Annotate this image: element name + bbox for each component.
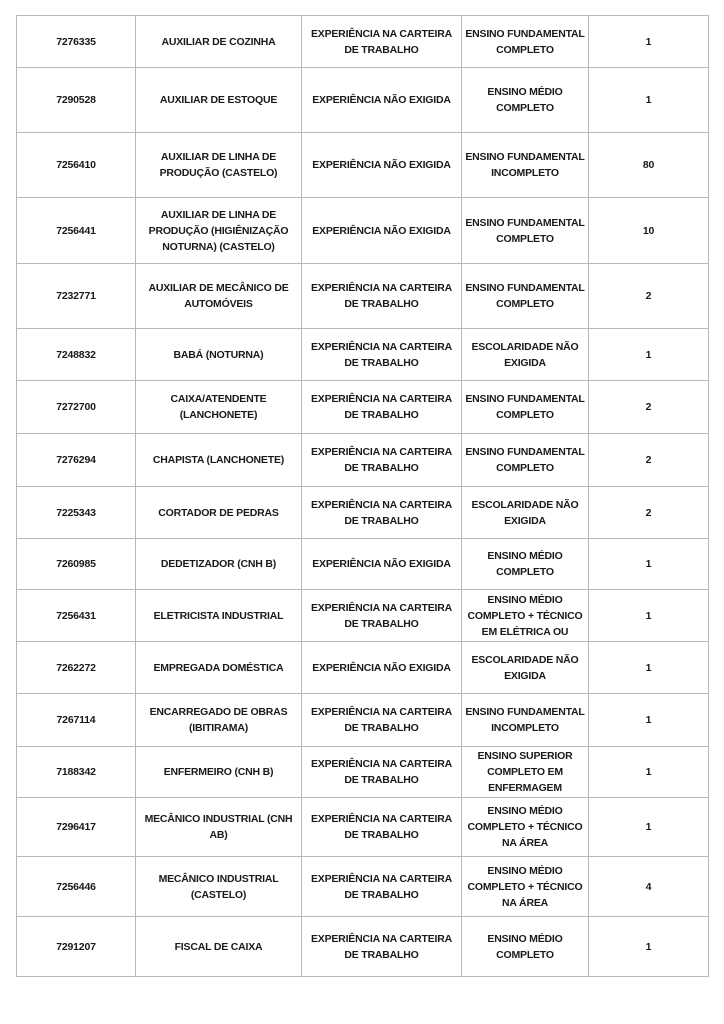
table-row	[17, 133, 709, 198]
job-code-cell: 7291207	[17, 917, 136, 977]
table-row	[17, 747, 709, 798]
job-title-cell: ENCARREGADO DE OBRAS (IBITIRAMA)	[136, 694, 302, 747]
experience-cell: EXPERIÊNCIA NA CARTEIRA DE TRABALHO	[302, 747, 462, 798]
experience-cell: EXPERIÊNCIA NÃO EXIGIDA	[302, 539, 462, 590]
job-title-cell: BABÁ (NOTURNA)	[136, 329, 302, 381]
table-row	[17, 539, 709, 590]
job-code-cell: 7256446	[17, 857, 136, 917]
job-code-cell: 7290528	[17, 68, 136, 133]
job-vacancies-table	[16, 15, 709, 977]
job-title-cell: AUXILIAR DE LINHA DE PRODUÇÃO (CASTELO)	[136, 133, 302, 198]
vacancies-cell: 1	[589, 590, 709, 642]
table-row	[17, 642, 709, 694]
vacancies-cell: 2	[589, 434, 709, 487]
experience-cell: EXPERIÊNCIA NÃO EXIGIDA	[302, 198, 462, 264]
vacancies-cell: 1	[589, 16, 709, 68]
job-title-cell: CHAPISTA (LANCHONETE)	[136, 434, 302, 487]
education-cell: ENSINO MÉDIO COMPLETO + TÉCNICO EM ELÉTRICA OU	[462, 590, 589, 642]
table-row	[17, 487, 709, 539]
education-cell: ENSINO MÉDIO COMPLETO	[462, 539, 589, 590]
job-title-cell: AUXILIAR DE COZINHA	[136, 16, 302, 68]
experience-cell: EXPERIÊNCIA NA CARTEIRA DE TRABALHO	[302, 590, 462, 642]
table-row	[17, 264, 709, 329]
vacancies-cell: 1	[589, 539, 709, 590]
experience-cell: EXPERIÊNCIA NA CARTEIRA DE TRABALHO	[302, 16, 462, 68]
vacancies-cell: 1	[589, 917, 709, 977]
job-title-cell: MECÂNICO INDUSTRIAL (CASTELO)	[136, 857, 302, 917]
job-code-cell: 7225343	[17, 487, 136, 539]
table-row	[17, 857, 709, 917]
table-row	[17, 798, 709, 857]
education-cell: ENSINO FUNDAMENTAL COMPLETO	[462, 434, 589, 487]
education-cell: ENSINO FUNDAMENTAL COMPLETO	[462, 264, 589, 329]
job-title-cell: CAIXA/ATENDENTE (LANCHONETE)	[136, 381, 302, 434]
experience-cell: EXPERIÊNCIA NA CARTEIRA DE TRABALHO	[302, 434, 462, 487]
job-code-cell: 7272700	[17, 381, 136, 434]
vacancies-cell: 1	[589, 747, 709, 798]
education-cell: ENSINO FUNDAMENTAL COMPLETO	[462, 16, 589, 68]
vacancies-cell: 2	[589, 264, 709, 329]
table-row	[17, 16, 709, 68]
job-code-cell: 7260985	[17, 539, 136, 590]
table-row	[17, 434, 709, 487]
education-cell: ENSINO FUNDAMENTAL COMPLETO	[462, 381, 589, 434]
table-row	[17, 590, 709, 642]
education-cell: ENSINO FUNDAMENTAL COMPLETO	[462, 198, 589, 264]
job-code-cell: 7276335	[17, 16, 136, 68]
education-cell: ENSINO MÉDIO COMPLETO	[462, 68, 589, 133]
table-row	[17, 68, 709, 133]
education-cell: ENSINO MÉDIO COMPLETO + TÉCNICO NA ÁREA	[462, 857, 589, 917]
experience-cell: EXPERIÊNCIA NA CARTEIRA DE TRABALHO	[302, 487, 462, 539]
table-row	[17, 329, 709, 381]
job-title-cell: CORTADOR DE PEDRAS	[136, 487, 302, 539]
experience-cell: EXPERIÊNCIA NÃO EXIGIDA	[302, 68, 462, 133]
experience-cell: EXPERIÊNCIA NÃO EXIGIDA	[302, 642, 462, 694]
job-title-cell: FISCAL DE CAIXA	[136, 917, 302, 977]
job-code-cell: 7256441	[17, 198, 136, 264]
job-code-cell: 7256410	[17, 133, 136, 198]
experience-cell: EXPERIÊNCIA NA CARTEIRA DE TRABALHO	[302, 694, 462, 747]
table-row	[17, 917, 709, 977]
education-cell: ENSINO MÉDIO COMPLETO + TÉCNICO NA ÁREA	[462, 798, 589, 857]
job-title-cell: EMPREGADA DOMÉSTICA	[136, 642, 302, 694]
table-row	[17, 381, 709, 434]
vacancies-cell: 10	[589, 198, 709, 264]
table-row	[17, 694, 709, 747]
vacancies-cell: 1	[589, 694, 709, 747]
vacancies-cell: 1	[589, 68, 709, 133]
job-code-cell: 7276294	[17, 434, 136, 487]
experience-cell: EXPERIÊNCIA NA CARTEIRA DE TRABALHO	[302, 329, 462, 381]
vacancies-cell: 1	[589, 798, 709, 857]
education-cell: ESCOLARIDADE NÃO EXIGIDA	[462, 487, 589, 539]
table-row	[17, 198, 709, 264]
vacancies-cell: 1	[589, 642, 709, 694]
vacancies-cell: 1	[589, 329, 709, 381]
job-code-cell: 7267114	[17, 694, 136, 747]
experience-cell: EXPERIÊNCIA NA CARTEIRA DE TRABALHO	[302, 381, 462, 434]
job-title-cell: AUXILIAR DE LINHA DE PRODUÇÃO (HIGIÊNIZAÇÃO NOTURNA) (CASTELO)	[136, 198, 302, 264]
vacancies-cell: 4	[589, 857, 709, 917]
job-title-cell: AUXILIAR DE ESTOQUE	[136, 68, 302, 133]
education-cell: ENSINO SUPERIOR COMPLETO EM ENFERMAGEM	[462, 747, 589, 798]
job-code-cell: 7262272	[17, 642, 136, 694]
education-cell: ENSINO MÉDIO COMPLETO	[462, 917, 589, 977]
job-code-cell: 7296417	[17, 798, 136, 857]
job-code-cell: 7232771	[17, 264, 136, 329]
job-code-cell: 7256431	[17, 590, 136, 642]
experience-cell: EXPERIÊNCIA NA CARTEIRA DE TRABALHO	[302, 917, 462, 977]
experience-cell: EXPERIÊNCIA NÃO EXIGIDA	[302, 133, 462, 198]
vacancies-cell: 2	[589, 487, 709, 539]
job-title-cell: DEDETIZADOR (CNH B)	[136, 539, 302, 590]
education-cell: ENSINO FUNDAMENTAL INCOMPLETO	[462, 694, 589, 747]
education-cell: ESCOLARIDADE NÃO EXIGIDA	[462, 329, 589, 381]
experience-cell: EXPERIÊNCIA NA CARTEIRA DE TRABALHO	[302, 798, 462, 857]
job-title-cell: ENFERMEIRO (CNH B)	[136, 747, 302, 798]
education-cell: ENSINO FUNDAMENTAL INCOMPLETO	[462, 133, 589, 198]
job-code-cell: 7188342	[17, 747, 136, 798]
experience-cell: EXPERIÊNCIA NA CARTEIRA DE TRABALHO	[302, 264, 462, 329]
job-title-cell: MECÂNICO INDUSTRIAL (CNH AB)	[136, 798, 302, 857]
vacancies-cell: 80	[589, 133, 709, 198]
job-title-cell: ELETRICISTA INDUSTRIAL	[136, 590, 302, 642]
education-cell: ESCOLARIDADE NÃO EXIGIDA	[462, 642, 589, 694]
vacancies-cell: 2	[589, 381, 709, 434]
job-title-cell: AUXILIAR DE MECÂNICO DE AUTOMÓVEIS	[136, 264, 302, 329]
experience-cell: EXPERIÊNCIA NA CARTEIRA DE TRABALHO	[302, 857, 462, 917]
job-code-cell: 7248832	[17, 329, 136, 381]
